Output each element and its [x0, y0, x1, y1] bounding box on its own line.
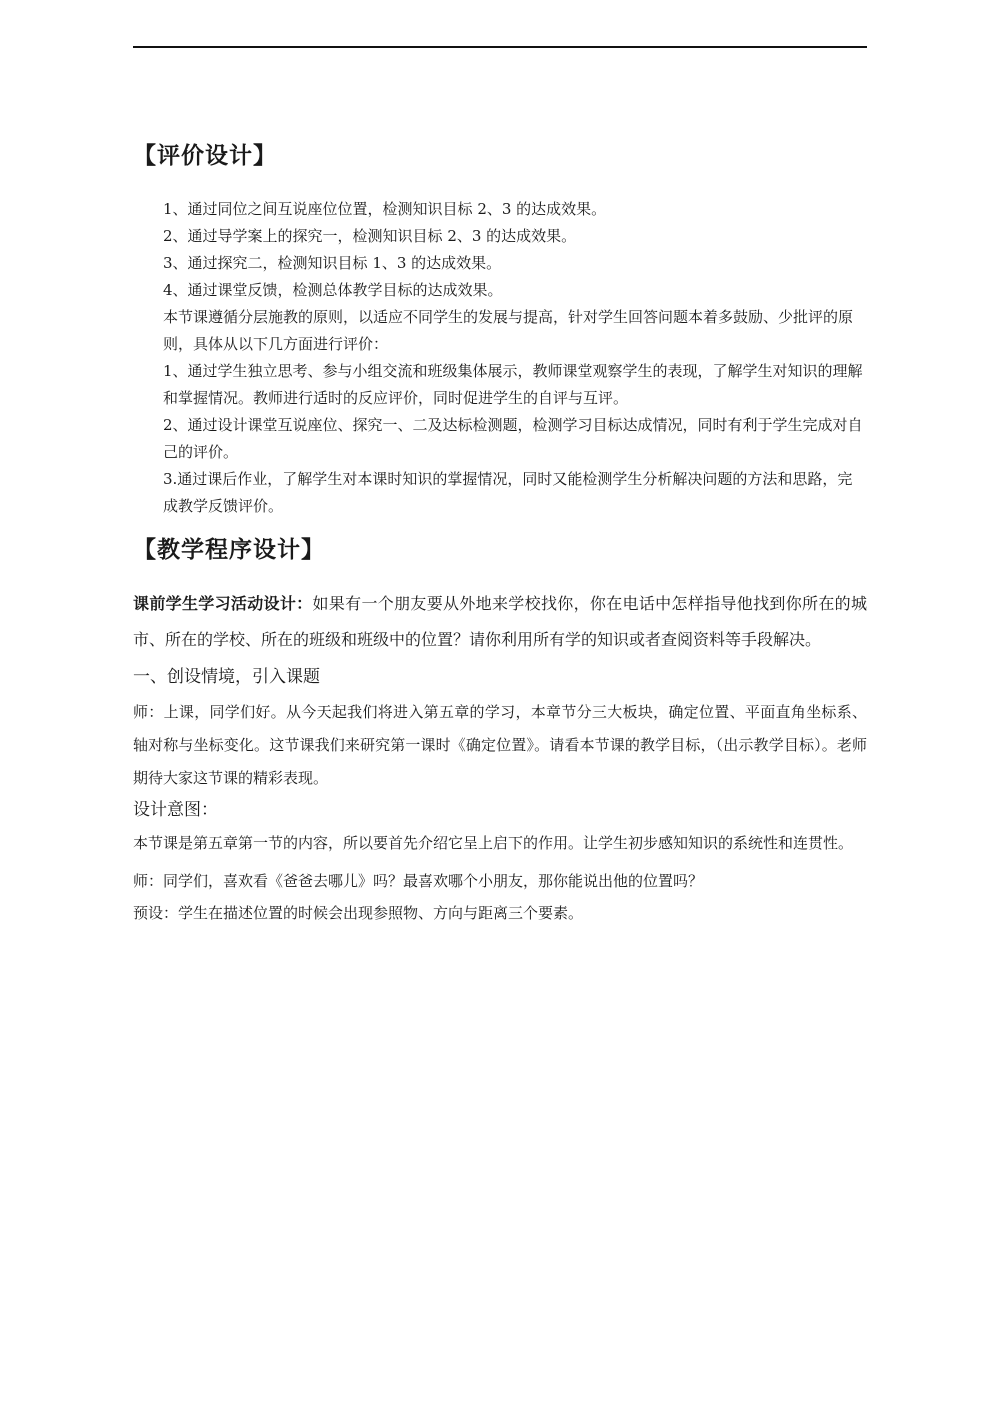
program-heading: 【教学程序设计】 [133, 537, 325, 563]
pre-activity-paragraph [133, 586, 867, 658]
design-intent-label: 设计意图： [133, 800, 218, 820]
evaluation-details [133, 304, 867, 520]
pre-activity-label: 课前学生学习活动设计： [133, 594, 313, 613]
evaluation-item: 1、通过同位之间互说座位位置，检测知识目标 2、3 的达成效果。 [163, 200, 607, 218]
pre-activity-text: 如果有一个朋友要从外地来学校找你，你在电话中怎样指导他找到你所在的城市、所在的学校、所在的班级和班级中的位置？请你利用所有学的知识或者查阅资料等手段解决。 [133, 594, 867, 649]
preset-note: 预设：学生在描述位置的时候会出现参照物、方向与距离三个要素。 [133, 904, 584, 922]
header-rule [133, 46, 867, 48]
step1-title: 一、创设情境，引入课题 [133, 667, 320, 687]
evaluation-item: 3、通过探究二，检测知识目标 1、3 的达成效果。 [163, 254, 502, 272]
evaluation-aspect: 3.通过课后作业，了解学生对本课时知识的掌握情况，同时又能检测学生分析解决问题的方法和思路，完成教学反馈评价。 [163, 470, 853, 515]
evaluation-aspect: 2、通过设计课堂互说座位、探究一、二及达标检测题，检测学习目标达成情况，同时有利于学生完成对自己的评价。 [163, 416, 863, 461]
evaluation-heading: 【评价设计】 [133, 143, 277, 169]
teacher-question: 师：同学们，喜欢看《爸爸去哪儿》吗？最喜欢哪个小朋友，那你能说出他的位置吗？ [133, 872, 704, 890]
design-intent-text: 本节课是第五章第一节的内容，所以要首先介绍它呈上启下的作用。让学生初步感知知识的系统性和连贯性。 [133, 834, 854, 852]
evaluation-item: 4、通过课堂反馈，检测总体教学目标的达成效果。 [163, 281, 503, 299]
evaluation-items [133, 196, 867, 304]
program-body [133, 586, 867, 929]
evaluation-item: 2、通过导学案上的探究一，检测知识目标 2、3 的达成效果。 [163, 227, 577, 245]
evaluation-aspect: 1、通过学生独立思考、参与小组交流和班级集体展示，教师课堂观察学生的表现，了解学生对知识的理解和掌握情况。教师进行适时的反应评价，同时促进学生的自评与互评。 [163, 362, 863, 407]
page-content [133, 140, 867, 929]
evaluation-principle: 本节课遵循分层施教的原则，以适应不同学生的发展与提高，针对学生回答问题本着多鼓励、少批评的原则，具体从以下几方面进行评价： [163, 308, 854, 353]
teacher-intro: 师：上课，同学们好。从今天起我们将进入第五章的学习，本章节分三大板块，确定位置、平面直角坐标系、轴对称与坐标变化。这节课我们来研究第一课时《确定位置》。请看本节课的教学目标，（出示教学目标）。老师期待大家这节课的精彩表现。 [133, 703, 867, 787]
